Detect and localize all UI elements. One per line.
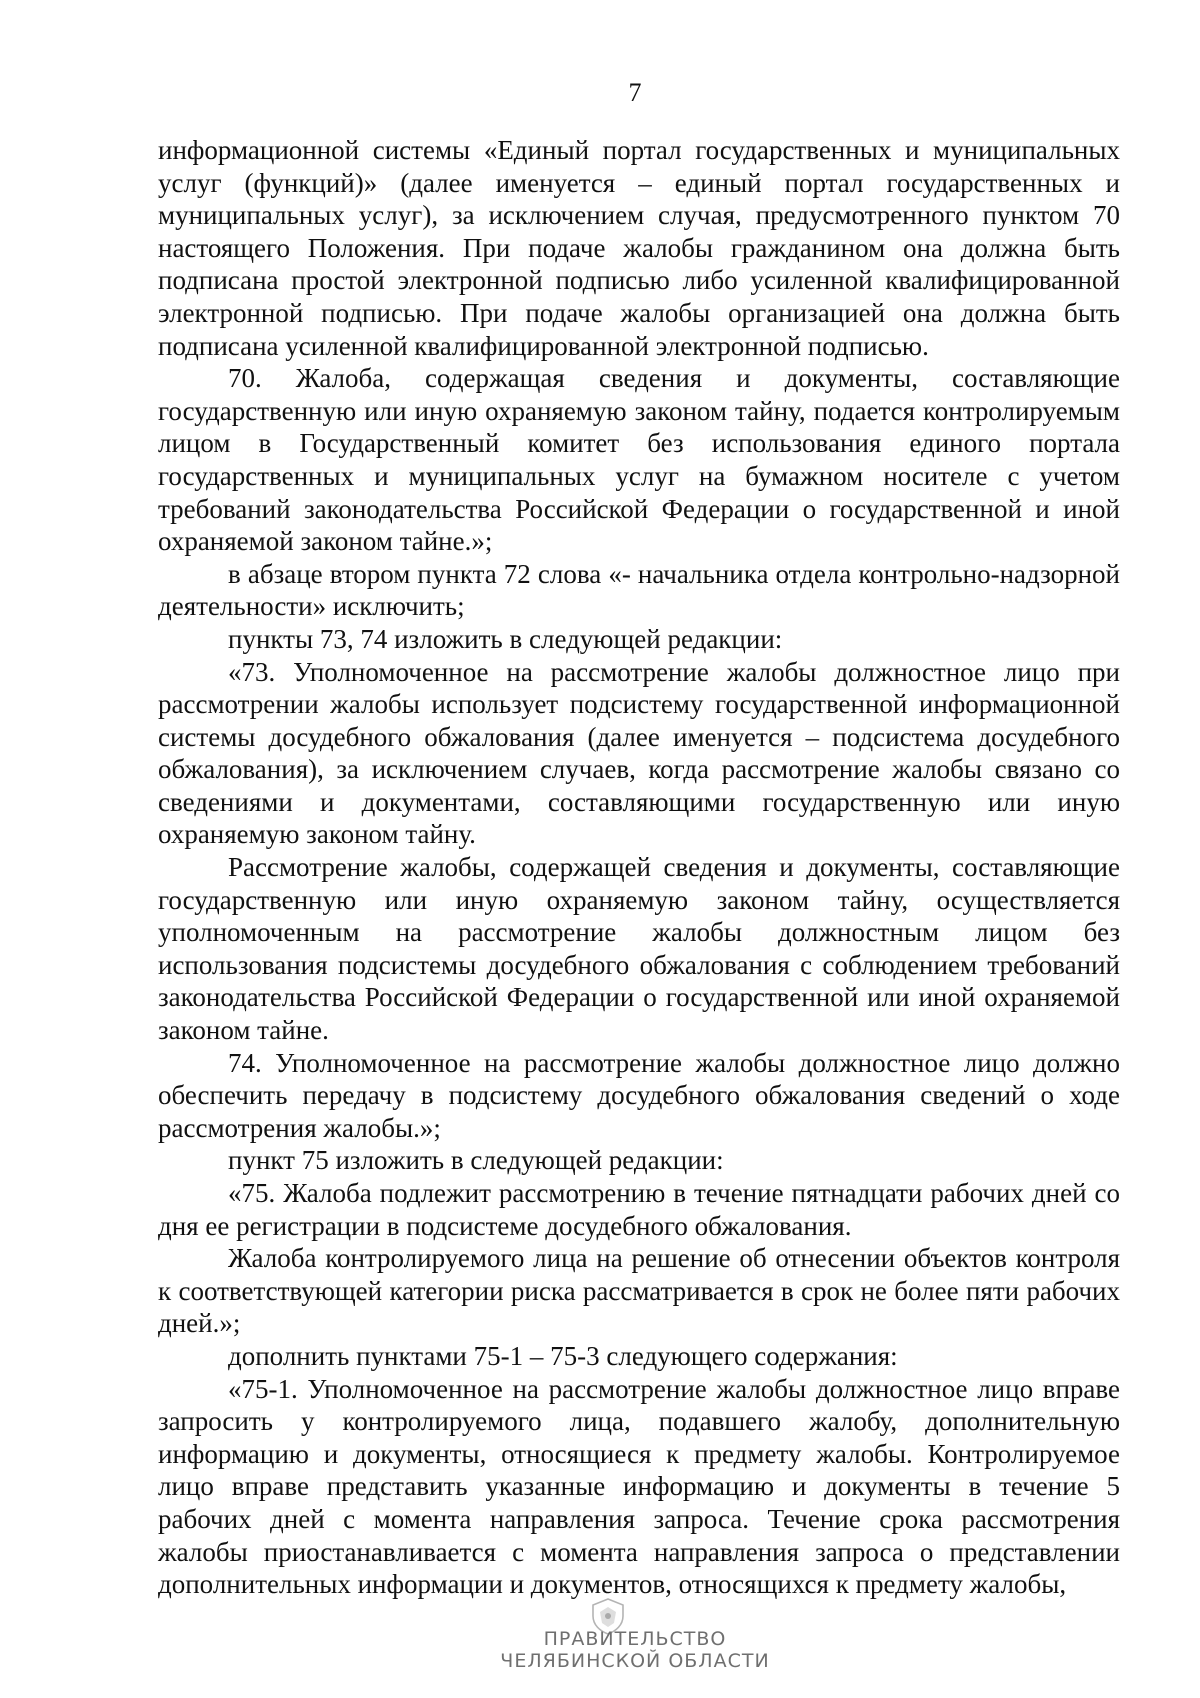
paragraph: «75. Жалоба подлежит рассмотрению в течение пятнадцати рабочих дней со дня ее регистрации в подсистеме досудебного обжалования. bbox=[158, 1178, 1120, 1241]
paragraph: Рассмотрение жалобы, содержащей сведения и документы, составляющие государственную или иную охраняемую законом тайну, осуществляется уполномоченным на рассмотрение жалобы должностным лицом без использования подсистемы досудебного обжалования с соблюдением требований законодательства Российской Федерации о государственной или иной охраняемой законом тайне. bbox=[158, 852, 1120, 1046]
paragraph: пункт 75 изложить в следующей редакции: bbox=[228, 1145, 724, 1176]
paragraph: 74. Уполномоченное на рассмотрение жалобы должностное лицо должно обеспечить передачу в подсистему досудебного обжалования сведений о ходе рассмотрения жалобы.»; bbox=[158, 1047, 1120, 1143]
paragraph: 70. Жалоба, содержащая сведения и документы, составляющие государственную или иную охраняемую законом тайну, подается контролируемым лицом в Государственный комитет без использования единого портала государственных и муниципальных услуг на бумажном носителе с учетом требований законодательства Российской Федерации о государственной и иной охраняемой законом тайне.»; bbox=[158, 363, 1120, 557]
paragraph: «73. Уполномоченное на рассмотрение жалобы должностное лицо при рассмотрении жалобы использует подсистему государственной информационной системы досудебного обжалования (далее именуется – подсистема досудебного обжалования), за исключением случаев, когда рассмотрение жалобы связано со сведениями и документами, составляющими государственную или иную охраняемую законом тайну. bbox=[158, 656, 1120, 850]
paragraph: пункты 73, 74 изложить в следующей редакции: bbox=[228, 623, 783, 654]
document-body bbox=[158, 134, 1120, 1601]
paragraph: Жалоба контролируемого лица на решение об отнесении объектов контроля к соответствующей категории риска рассматривается в срок не более пяти рабочих дней.»; bbox=[158, 1243, 1120, 1339]
watermark-line-1: ПРАВИТЕЛЬСТВО bbox=[543, 1628, 727, 1650]
paragraph: в абзаце втором пункта 72 слова «- начальника отдела контрольно-надзорной деятельности» исключить; bbox=[158, 558, 1120, 622]
paragraph: «75-1. Уполномоченное на рассмотрение жалобы должностное лицо вправе запросить у контролируемого лица, подавшего жалобу, дополнительную информацию и документы, относящиеся к предмету жалобы. Контролируемое лицо вправе представить указанные информацию и документы в течение 5 рабочих дней с момента направления запроса. Течение срока рассмотрения жалобы приостанавливается с момента направления запроса о представлении дополнительных информации и документов, относящихся к предмету жалобы, bbox=[158, 1373, 1120, 1600]
paragraph: дополнить пунктами 75-1 – 75-3 следующего содержания: bbox=[228, 1340, 898, 1371]
paragraph: информационной системы «Единый портал государственных и муниципальных услуг (функций)» (далее именуется – единый портал государственных и муниципальных услуг), за исключением случая, предусмотренного пунктом 70 настоящего Положения. При подаче жалобы гражданином она должна быть подписана простой электронной подписью либо усиленной квалифицированной электронной подписью. При подаче жалобы организацией она должна быть подписана усиленной квалифицированной электронной подписью. bbox=[158, 135, 1120, 361]
watermark-line-2: ЧЕЛЯБИНСКОЙ ОБЛАСТИ bbox=[500, 1650, 770, 1672]
page-number: 7 bbox=[628, 78, 642, 107]
